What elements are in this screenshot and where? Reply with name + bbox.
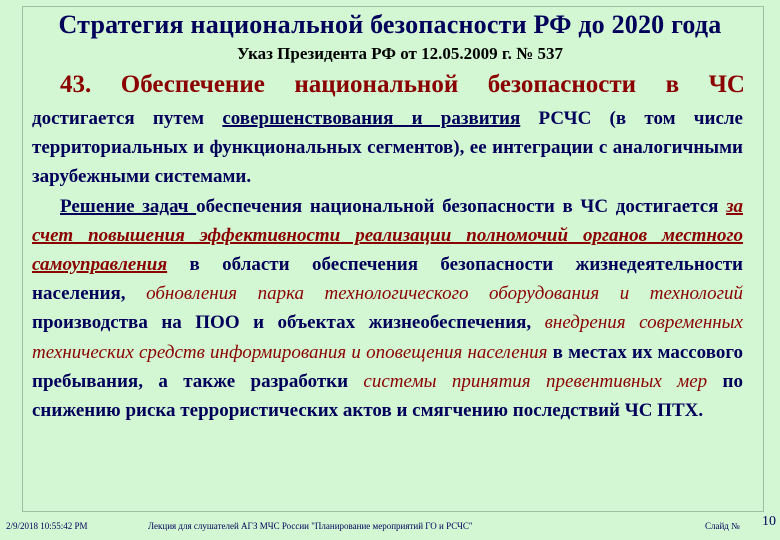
p1-underlined: совершенствования и развития — [222, 108, 521, 129]
p2-text-3: производства на ПОО и объектах жизнеобеспечения, — [32, 312, 545, 334]
p1-text-1: достигается путем — [32, 108, 223, 129]
footer-lecture: Лекция для слушателей АГЗ МЧС России "Планирование мероприятий ГО и РСЧС" — [148, 521, 473, 531]
footer-slide-number: 10 — [762, 514, 776, 529]
section-heading: 43. Обеспечение национальной безопасности в ЧС — [60, 71, 745, 98]
p2-italic-2: внедрения современных технических средств информирования и оповещения населения — [32, 312, 743, 363]
p2-text-5: по снижению риска террористических актов и смягчению последствий ЧС ПТХ. — [32, 370, 744, 422]
footer-slide-label: Слайд № — [705, 521, 740, 531]
slide-body — [32, 104, 743, 425]
paragraph-2 — [32, 192, 743, 426]
p2-underlined-1: Решение задач — [60, 195, 197, 217]
p2-text-1: обеспечения национальной безопасности в ЧС достигается — [196, 195, 727, 217]
p1-text-2: РСЧС (в том числе территориальных и функциональных сегментов), ее интеграции с аналогичными зарубежными системами. — [32, 108, 743, 188]
p2-underlined-italic: за счет повышения эффективности реализации полномочий органов местного самоуправления — [32, 195, 743, 276]
decree-subtitle: Указ Президента РФ от 12.05.2009 г. № 537 — [236, 44, 563, 63]
p2-italic-3: системы принятия превентивных мер — [363, 370, 708, 392]
p2-text-2: в области обеспечения безопасности жизнедеятельности населения, — [32, 254, 743, 305]
slide-title: Стратегия национальной безопасности РФ до 2020 года — [58, 10, 722, 39]
p2-italic-1: обновления парка технологического оборудования и технологий — [146, 283, 743, 305]
footer-date: 2/9/2018 10:55:42 PM — [6, 521, 88, 531]
paragraph-1 — [32, 104, 743, 192]
p2-text-4: в местах их массового пребывания, а также разработки — [32, 341, 743, 392]
